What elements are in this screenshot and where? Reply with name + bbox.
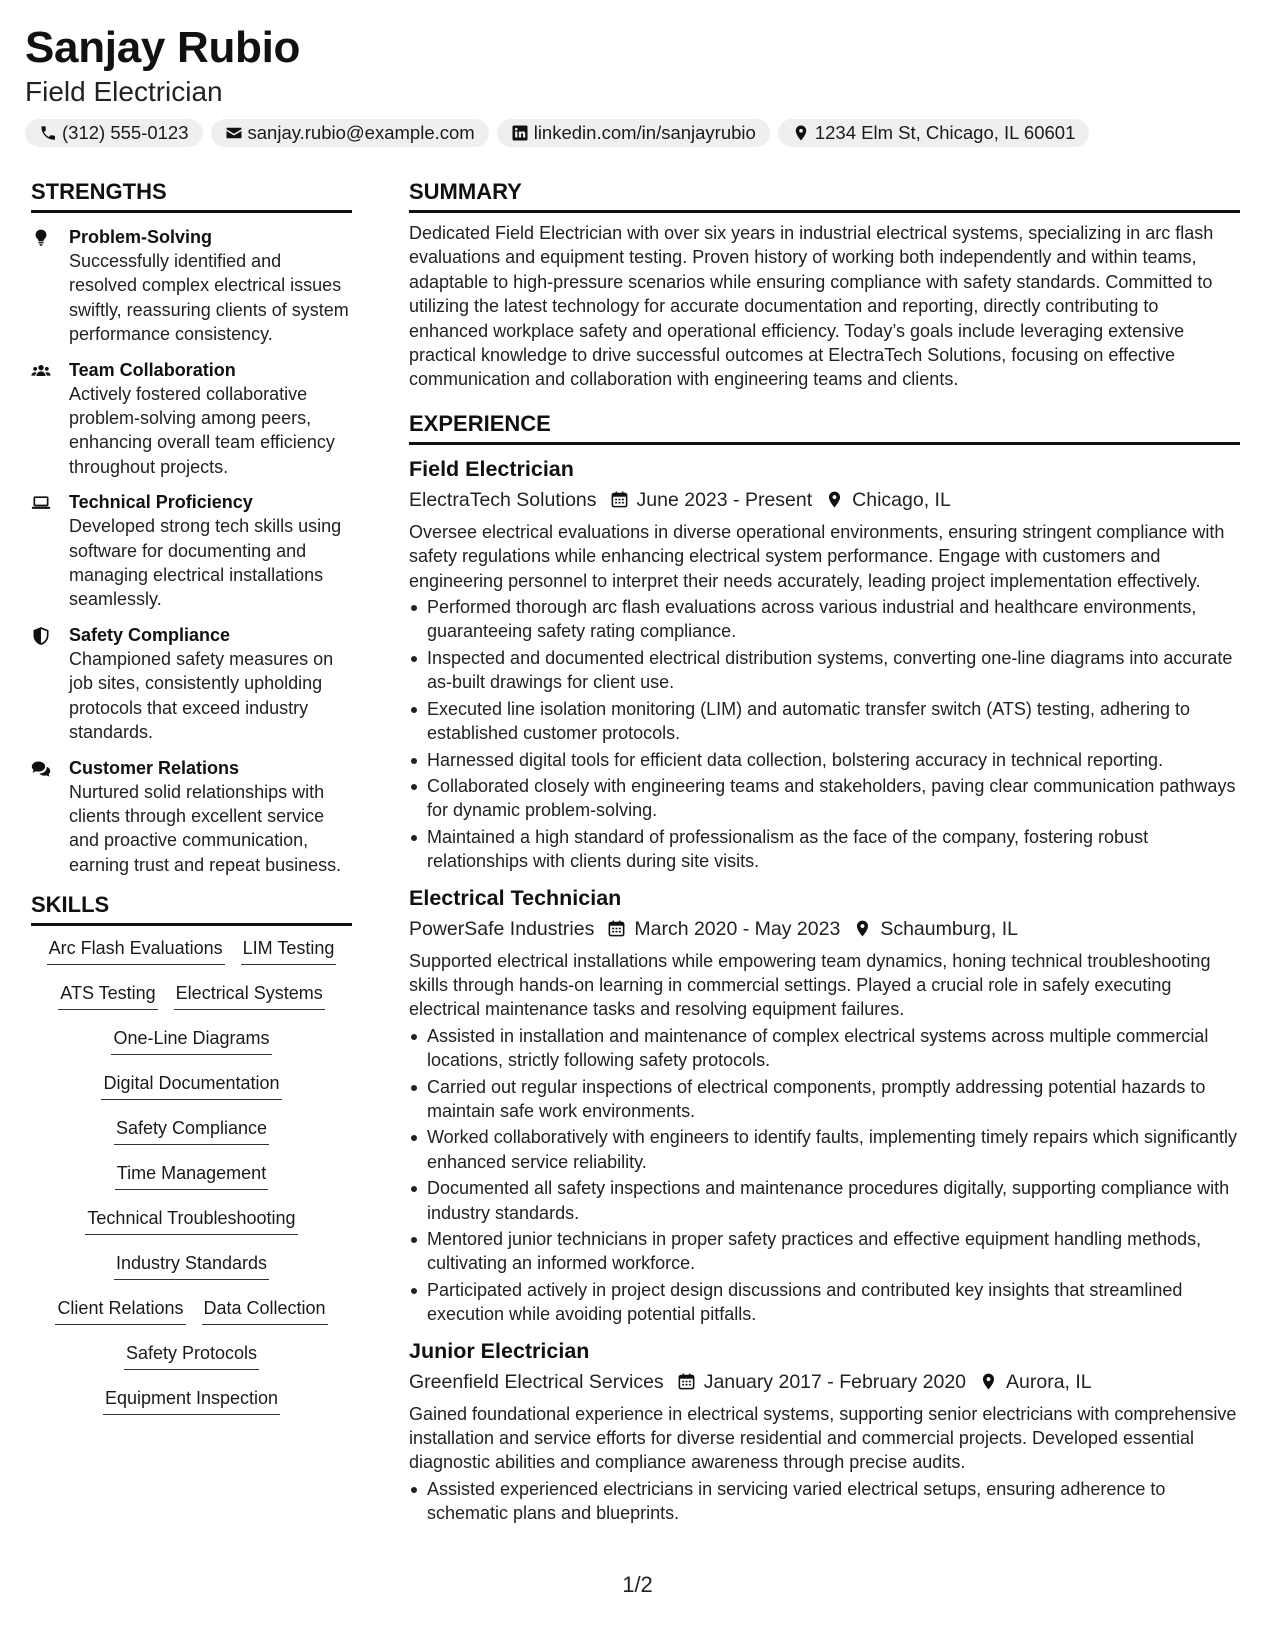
skill-tag: Safety Compliance (114, 1116, 269, 1145)
strength-desc: Actively fostered collaborative problem-solving among peers, enhancing overall team efficiency throughout projects. (69, 383, 335, 477)
job-bullet: Assisted in installation and maintenance of complex electrical systems across multiple commercial locations, strictly following safety protocols. (409, 1024, 1240, 1073)
skill-tag: Arc Flash Evaluations (47, 936, 225, 965)
skill-row (31, 1071, 352, 1116)
location-pin-icon (825, 490, 844, 509)
summary-heading: SUMMARY (409, 178, 1240, 213)
job-entry (409, 455, 1240, 874)
job-entry (409, 884, 1240, 1327)
contact-email-text: sanjay.rubio@example.com (247, 122, 475, 143)
strength-desc: Developed strong tech skills using software for documenting and managing electrical installations seamlessly. (69, 516, 342, 610)
strength-desc: Championed safety measures on job sites, consistently upholding protocols that exceed industry standards. (69, 648, 334, 743)
strength-title: Problem-Solving (69, 227, 213, 247)
job-bullet: Executed line isolation monitoring (LIM) and automatic transfer switch (ATS) testing, adhering to established customer protocols. (409, 697, 1240, 746)
job-bullet: Mentored junior technicians in proper safety practices and effective equipment handling methods, cultivating an informed workforce. (409, 1227, 1240, 1276)
experience-heading: EXPERIENCE (409, 410, 1240, 445)
strength-title: Team Collaboration (69, 359, 236, 380)
strength-title: Technical Proficiency (69, 492, 253, 513)
strength-desc: Nurtured solid relationships with clients through excellent service and proactive communication, earning trust and repeat business. (69, 781, 342, 875)
users-icon (31, 361, 51, 381)
location-pin-icon (792, 124, 810, 142)
job-bullet: Carried out regular inspections of electrical components, promptly addressing potential hazards to maintain safe work environments. (409, 1075, 1240, 1124)
job-bullets (409, 1477, 1240, 1526)
strength-title: Safety Compliance (69, 624, 231, 645)
job-bullet: Documented all safety inspections and maintenance procedures digitally, supporting compliance with industry standards. (409, 1176, 1240, 1225)
job-meta (409, 915, 1240, 943)
job-bullet: Harnessed digital tools for efficient data collection, bolstering accuracy in technical reporting. (409, 748, 1240, 772)
job-dates: January 2017 - February 2020 (703, 1370, 967, 1393)
job-meta (409, 1368, 1240, 1396)
skill-row (31, 1116, 352, 1161)
job-bullet: Collaborated closely with engineering teams and stakeholders, paving clear communication pathways for dynamic problem-solving. (409, 774, 1240, 823)
job-title: Electrical Technician (409, 885, 622, 910)
strength-item (31, 756, 352, 878)
contact-address-text: 1234 Elm St, Chicago, IL 60601 (814, 122, 1076, 143)
skill-tag: LIM Testing (241, 936, 337, 965)
skill-row (31, 981, 352, 1026)
job-description: Supported electrical installations while empowering team dynamics, honing technical troubleshooting skills through hands-on learning in commercial settings. Played a crucial role in safely executing electrical maintenance tasks and resolving equipment failures. (409, 950, 1211, 1020)
calendar-icon (610, 490, 629, 509)
job-bullets (409, 595, 1240, 873)
skill-tag: ATS Testing (58, 981, 157, 1010)
strength-item (31, 358, 352, 480)
strength-item (31, 490, 352, 612)
left-column (31, 178, 352, 1431)
candidate-name: Sanjay Rubio (25, 23, 301, 72)
skill-tag: One-Line Diagrams (111, 1026, 271, 1055)
calendar-icon (677, 1372, 696, 1391)
skill-tag: Time Management (115, 1161, 268, 1190)
job-bullet: Participated actively in project design discussions and contributed key insights that streamlined execution while avoiding potential pitfalls. (409, 1278, 1240, 1327)
job-dates: March 2020 - May 2023 (634, 917, 841, 940)
laptop-icon (31, 493, 51, 513)
resume-header (25, 22, 1255, 147)
job-description: Oversee electrical evaluations in diverse operational environments, ensuring stringent compliance with safety regulations while enhancing electrical system performance. Engage with customers and engineering personnel to interpret their needs accurately, leading project implementation effectively. (409, 521, 1225, 591)
job-entry (409, 1337, 1240, 1526)
comments-icon (31, 759, 51, 779)
job-meta (409, 486, 1240, 514)
job-bullet: Maintained a high standard of professionalism as the face of the company, fostering robust relationships with clients during site visits. (409, 825, 1240, 874)
skill-tag: Client Relations (55, 1296, 185, 1325)
calendar-icon (607, 919, 626, 938)
job-company: ElectraTech Solutions (409, 488, 597, 511)
skill-tag: Digital Documentation (101, 1071, 281, 1100)
right-column (409, 178, 1240, 1528)
skill-tag: Industry Standards (114, 1251, 269, 1280)
job-list (409, 455, 1240, 1526)
job-bullet: Assisted experienced electricians in servicing varied electrical setups, ensuring adherence to schematic plans and blueprints. (409, 1477, 1240, 1526)
skills-list (31, 936, 352, 1431)
linkedin-icon (511, 124, 529, 142)
job-title: Junior Electrician (409, 1338, 590, 1363)
job-company: Greenfield Electrical Services (409, 1370, 664, 1393)
skill-row (31, 1251, 352, 1296)
job-bullets (409, 1024, 1240, 1327)
location-pin-icon (853, 919, 872, 938)
contact-linkedin[interactable] (497, 119, 770, 147)
job-location: Schaumburg, IL (880, 917, 1018, 940)
summary-text: Dedicated Field Electrician with over six years in industrial electrical systems, specializing in arc flash evaluations and equipment testing. Proven history of working both independently and within teams, adaptable to high-pressure scenarios while ensuring compliance with safety standards. Committed to utilizing the latest technology for accurate documentation and reporting, directly contributing to enhanced workplace safety and operational efficiency. Today’s goals include leveraging extensive practical knowledge to drive successful outcomes at ElectraTech Solutions, focusing on effective communication and collaboration with engineering teams and clients. (409, 223, 1214, 390)
skill-row (31, 1386, 352, 1431)
contact-linkedin-text: linkedin.com/in/sanjayrubio (533, 122, 756, 143)
envelope-icon (225, 124, 243, 142)
page-number: 1/2 (622, 1572, 653, 1597)
lightbulb-icon (31, 228, 51, 248)
skill-tag: Electrical Systems (174, 981, 325, 1010)
skill-row (31, 1341, 352, 1386)
skill-row (31, 936, 352, 981)
strengths-heading: STRENGTHS (31, 178, 352, 213)
job-location: Chicago, IL (852, 488, 951, 511)
job-company: PowerSafe Industries (409, 917, 595, 940)
candidate-title: Field Electrician (25, 76, 223, 107)
skill-row (31, 1206, 352, 1251)
strength-desc: Successfully identified and resolved complex electrical issues swiftly, reassuring clients of system performance consistency. (69, 251, 349, 345)
job-bullet: Worked collaboratively with engineers to identify faults, implementing timely repairs which significantly enhanced service reliability. (409, 1125, 1240, 1174)
job-location: Aurora, IL (1006, 1370, 1092, 1393)
skill-tag: Technical Troubleshooting (85, 1206, 297, 1235)
skill-row (31, 1161, 352, 1206)
contact-phone[interactable] (25, 119, 203, 147)
job-dates: June 2023 - Present (636, 488, 813, 511)
strength-item (31, 225, 352, 347)
skills-heading: SKILLS (31, 891, 352, 926)
contact-bar (25, 119, 1255, 147)
skill-row (31, 1296, 352, 1341)
skill-row (31, 1026, 352, 1071)
strengths-list (31, 225, 352, 877)
contact-phone-text: (312) 555-0123 (62, 122, 189, 143)
contact-email[interactable] (211, 119, 489, 147)
job-bullet: Inspected and documented electrical distribution systems, converting one-line diagrams into accurate as-built drawings for client use. (409, 646, 1240, 695)
contact-address[interactable] (778, 119, 1090, 147)
job-description: Gained foundational experience in electrical systems, supporting senior electricians with comprehensive installation and service efforts for diverse residential and commercial projects. Developed essential diagnostic abilities and compliance awareness through precise audits. (409, 1403, 1237, 1473)
skill-tag: Safety Protocols (124, 1341, 259, 1370)
strength-title: Customer Relations (69, 757, 240, 778)
phone-icon (39, 124, 57, 142)
skill-tag: Equipment Inspection (103, 1386, 280, 1415)
job-bullet: Performed thorough arc flash evaluations across various industrial and healthcare environments, guaranteeing safety rating compliance. (409, 595, 1240, 644)
location-pin-icon (979, 1372, 998, 1391)
strength-item (31, 623, 352, 745)
shield-icon (31, 626, 51, 646)
job-title: Field Electrician (409, 456, 574, 481)
experience-section (409, 410, 1240, 1526)
skill-tag: Data Collection (202, 1296, 328, 1325)
